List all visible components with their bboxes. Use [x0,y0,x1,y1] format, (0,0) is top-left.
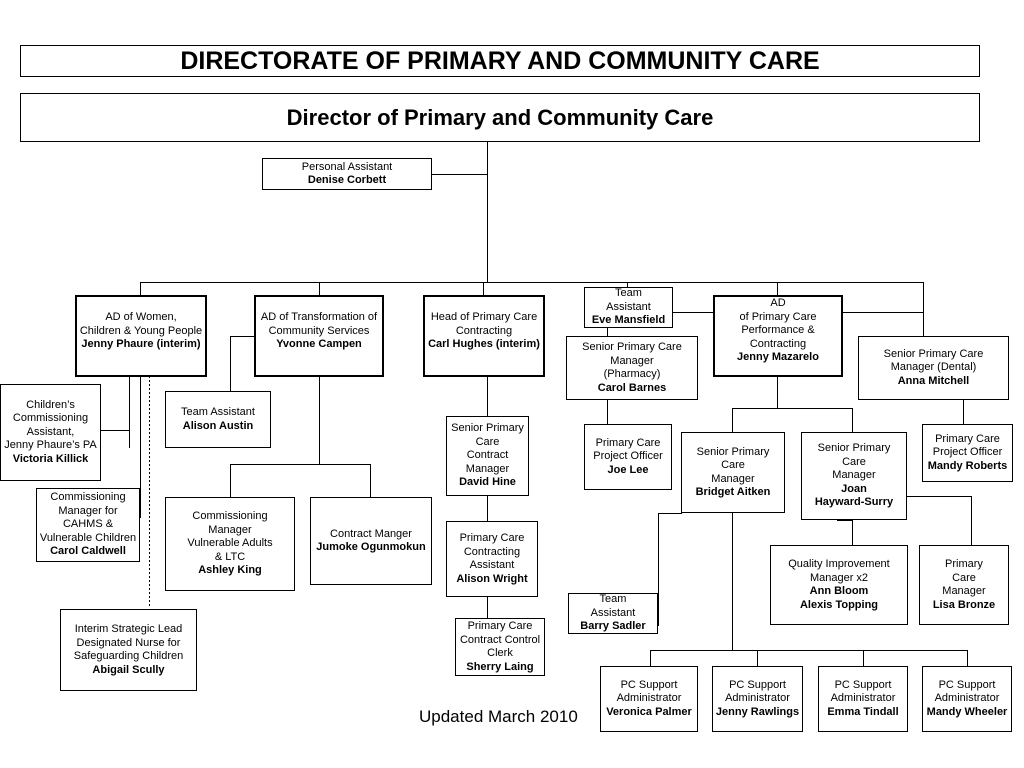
director-box: Director of Primary and Community Care [20,93,980,142]
node-role-line: Children & Young People [79,324,203,337]
node-role-line: Team Assistant [181,406,255,418]
node-role-line: Manager [832,469,876,482]
node-role-line: of Primary Care [739,310,817,323]
node-role-line: Commissioning [12,412,89,425]
node-role-line: Designated Nurse for [76,636,181,649]
node-person-name: Jumoke Ogunmokun [316,541,426,553]
node-primary-care-manager-lisa [919,545,1009,625]
node-role-line: Team [599,593,627,606]
node-role-line: Jenny Phaure’s PA [4,439,97,452]
node-person-name: Ann Bloom [809,585,869,597]
node-role-line: Manager x2 [809,571,869,584]
node-role-line: Senior Primary Care [883,347,984,360]
node-role-line: Senior Primary [696,445,770,458]
node-pc-support-admin-jenny [712,666,803,732]
node-role-line: Team [615,287,642,300]
node-pc-support-admin-mandy [922,666,1012,732]
node-primary-care-contract-control-clerk [455,618,545,676]
node-role-line: Manager for [58,504,118,517]
node-senior-primary-care-bridget [681,432,785,513]
node-person-name: Anna Mitchell [897,374,970,387]
node-role-line: Administrator [830,692,896,705]
node-commissioning-manager-cahms [36,488,140,562]
node-role-line: Senior Primary Care [582,341,682,353]
node-person-name: Jenny Phaure (interim) [81,338,201,350]
node-person-name: Joe Lee [607,463,649,476]
node-role-line: Head of Primary Care [430,311,538,323]
node-role-line: Primary [945,558,983,570]
node-pc-support-admin-veronica [600,666,698,732]
node-role-line: PC Support [729,678,786,691]
node-contract-manager [310,497,432,585]
node-role-line: Assistant, [26,425,75,438]
node-role-line: (Pharmacy) [603,368,661,380]
page-title: DIRECTORATE OF PRIMARY AND COMMUNITY CARE [20,45,980,77]
node-role-line: Manager [942,585,986,597]
node-role-line: Manager [465,462,510,475]
node-role-line: Primary Care [459,532,525,544]
node-role-line: Care [721,459,745,471]
node-role-line: Assistant [590,606,636,619]
node-team-assistant-alison [165,391,271,448]
node-person-name: Emma Tindall [827,705,899,718]
updated-footer: Updated March 2010 [419,707,578,726]
node-senior-primary-care-joan [801,432,907,520]
node-senior-primary-care-pharmacy [566,336,698,400]
node-person-name: Bridget Aitken [695,486,771,498]
node-person-name: David Hine [459,476,516,489]
node-person-name: Sherry Laing [466,660,534,673]
node-role-line: Care [842,455,866,468]
node-person-name: Abigail Scully [92,663,165,676]
node-role-line: PC Support [834,678,892,691]
node-role-line: Children’s [26,398,75,411]
node-role-line: Project Officer [593,450,663,463]
node-role-line: PC Support [620,678,678,691]
node-person-name: Victoria Killick [12,452,89,465]
node-role-line: Contracting [749,337,807,350]
node-pc-support-admin-emma [818,666,908,732]
node-person-name: Alexis Topping [799,598,879,611]
node-role-line: Contract [466,449,509,462]
node-role-line: Personal Assistant [301,160,393,173]
node-ad-women-children [75,295,207,377]
node-role-line: PC Support [938,678,996,691]
node-role-line: Contract Manger [330,527,412,540]
node-role-line: Care [952,571,976,584]
node-role-line: Manager (Dental) [890,361,977,374]
node-role-line: Senior Primary [451,422,524,435]
node-person-name: Mandy Roberts [927,459,1008,472]
node-role-line: Clerk [487,647,513,659]
node-person-name: Alison Wright [456,572,528,585]
node-role-line: Primary Care [935,432,1000,445]
node-role-line: Administrator [616,692,682,705]
node-person-name: Veronica Palmer [606,705,692,718]
node-role-line: Contracting [463,545,521,558]
node-role-line: Community Services [268,324,370,337]
node-role-line: Contracting [455,324,513,337]
node-role-line: Safeguarding Children [73,650,184,662]
node-role-line: Interim Strategic Lead [74,623,183,635]
node-person-name: Alison Austin [182,419,254,432]
node-role-line: Senior Primary [817,442,891,455]
node-person-name: Carol Barnes [597,381,667,394]
node-person-name: Ashley King [198,564,262,577]
node-person-name: Jenny Rawlings [715,705,800,718]
node-personal-assistant [262,158,432,190]
node-person-name: Eve Mansfield [591,314,666,327]
node-role-line: Quality Improvement [788,558,890,570]
node-role-line: Vulnerable Adults [187,537,273,550]
node-quality-improvement-manager [770,545,908,625]
node-ad-performance-contracting [713,295,843,377]
node-team-assistant-barry [568,593,658,634]
node-primary-care-project-officer-joe [584,424,672,490]
node-role-line: Performance & [741,324,815,336]
node-role-line: Project Officer [932,446,1003,459]
node-role-line: AD of Transformation of [260,311,378,323]
node-role-line: Primary Care [467,620,533,632]
node-person-name: Hayward-Surry [814,496,894,509]
node-person-name: Yvonne Campen [276,338,362,350]
node-person-name: Carl Hughes (interim) [428,338,540,350]
node-person-name: Barry Sadler [580,620,646,633]
node-role-line: CAHMS & [62,518,114,531]
node-role-line: Manager [711,472,755,485]
node-childrens-commissioning-assistant [0,384,101,481]
node-ad-transformation [254,295,384,377]
node-role-line: Assistant [606,300,651,313]
node-role-line: Primary Care [595,436,661,449]
node-role-line: AD [770,297,786,309]
node-role-line: Contract Control [459,633,541,646]
node-person-name: Lisa Bronze [932,598,996,611]
node-role-line: Administrator [725,692,790,705]
node-primary-care-project-officer-mandy [922,424,1013,482]
node-person-name: Joan [841,482,867,495]
node-person-name: Carol Caldwell [50,545,126,558]
node-role-line: Commissioning [192,510,268,523]
node-role-line: Administrator [934,692,1000,705]
node-role-line: Manager [610,354,654,367]
node-interim-strategic-lead [60,609,197,691]
node-primary-care-contracting-assistant [446,521,538,597]
node-person-name: Mandy Wheeler [926,705,1008,718]
node-team-assistant-eve [584,287,673,328]
node-role-line: Assistant [469,559,515,571]
node-role-line: Manager [208,523,252,536]
node-role-line: & LTC [214,550,246,563]
node-senior-primary-care-dental [858,336,1009,400]
node-role-line: Care [475,435,500,448]
node-role-line: Vulnerable Children [39,531,137,544]
node-person-name: Jenny Mazarelo [737,351,819,363]
node-role-line: Commissioning [50,491,126,504]
node-person-name: Denise Corbett [307,174,387,186]
node-role-line: AD of Women, [105,311,177,323]
node-senior-primary-care-contract-manager [446,416,529,496]
node-commissioning-manager-vulnerable [165,497,295,591]
node-head-primary-care-contracting [423,295,545,377]
